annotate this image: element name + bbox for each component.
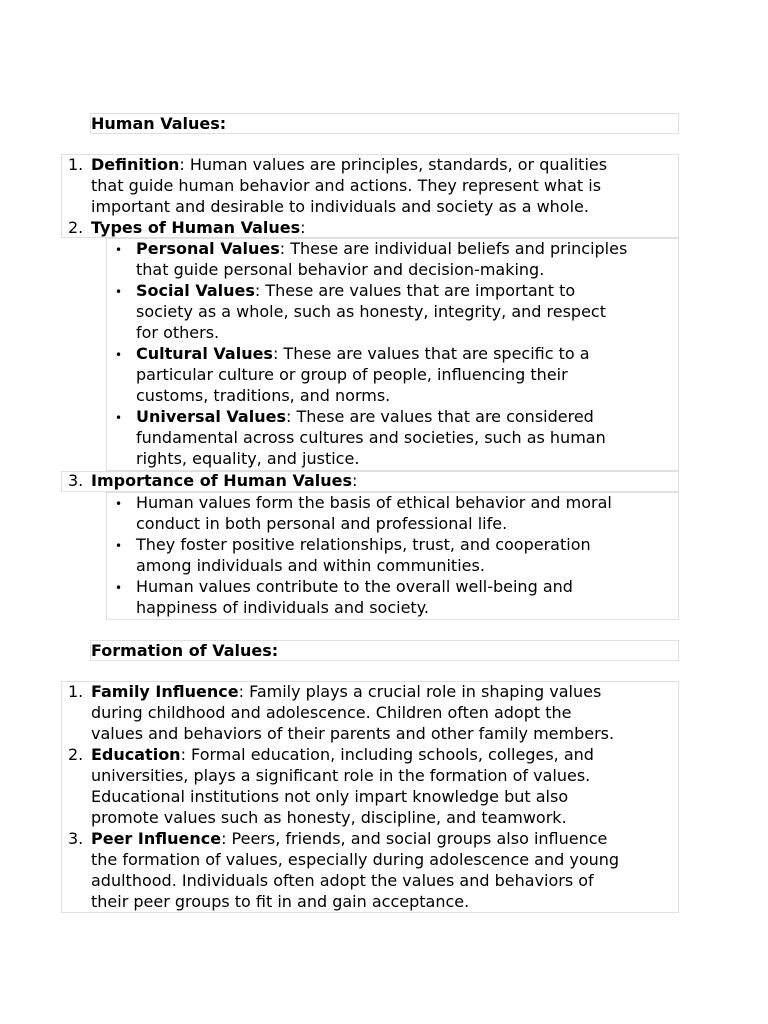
bullet-icon: •	[115, 539, 123, 553]
text: : These are values that are important to	[254, 281, 576, 300]
text: : These are values that are specific to a	[272, 344, 590, 363]
term-personal: Personal Values	[136, 239, 280, 258]
list-number: 1.	[68, 155, 84, 174]
term-universal: Universal Values	[136, 407, 286, 426]
text-line: society as a whole, such as honesty, integrity, and respect	[136, 302, 606, 321]
text-line: happiness of individuals and society.	[136, 598, 429, 617]
text: : Peers, friends, and social groups also influence	[221, 829, 608, 848]
bullet-icon: •	[115, 581, 123, 595]
bullet-item-social	[136, 280, 575, 301]
section-heading-human-values: Human Values:	[91, 114, 227, 133]
bullet-item-universal	[136, 406, 594, 427]
text-line: customs, traditions, and norms.	[136, 386, 391, 405]
text-line: rights, equality, and justice.	[136, 449, 360, 468]
bullet-icon: •	[115, 348, 123, 362]
text-line: that guide personal behavior and decision-making.	[136, 260, 545, 279]
list-item-education	[91, 744, 594, 765]
bullet-icon: •	[115, 243, 123, 257]
list-number: 3.	[68, 829, 84, 848]
list-number: 3.	[68, 471, 84, 490]
list-item-types	[91, 217, 306, 238]
text-line: conduct in both personal and professional life.	[136, 514, 508, 533]
text-line: for others.	[136, 323, 220, 342]
text-line: universities, plays a significant role in the formation of values.	[91, 766, 591, 785]
text-line: promote values such as honesty, discipline, and teamwork.	[91, 808, 567, 827]
text-line: among individuals and within communities.	[136, 556, 485, 575]
text-line: important and desirable to individuals and society as a whole.	[91, 197, 589, 216]
bullet-item-personal	[136, 238, 627, 259]
text-line: particular culture or group of people, influencing their	[136, 365, 568, 384]
text-line: adulthood. Individuals often adopt the values and behaviors of	[91, 871, 594, 890]
bullet-icon: •	[115, 411, 123, 425]
term-definition: Definition	[91, 155, 180, 174]
term-peer: Peer Influence	[91, 829, 222, 848]
list-item-definition	[91, 154, 607, 175]
text-line: fundamental across cultures and societies, such as human	[136, 428, 606, 447]
bullet-item-cultural	[136, 343, 590, 364]
bullet-icon: •	[115, 497, 123, 511]
term-social: Social Values	[136, 281, 255, 300]
list-item-peer	[91, 828, 607, 849]
text: : Human values are principles, standards, or qualities	[179, 155, 608, 174]
bullet-item: Human values form the basis of ethical behavior and moral	[136, 493, 612, 512]
term-education: Education	[91, 745, 181, 764]
list-number: 2.	[68, 218, 84, 237]
term-cultural: Cultural Values	[136, 344, 273, 363]
text: :	[352, 471, 358, 490]
text-line: during childhood and adolescence. Children often adopt the	[91, 703, 572, 722]
list-item-family	[91, 681, 601, 702]
term-types: Types of Human Values	[91, 218, 301, 237]
text: : Family plays a crucial role in shaping values	[238, 682, 602, 701]
text: : These are values that are considered	[285, 407, 594, 426]
text: : These are individual beliefs and principles	[279, 239, 628, 258]
term-family: Family Influence	[91, 682, 239, 701]
text: : Formal education, including schools, colleges, and	[180, 745, 594, 764]
text-line: their peer groups to fit in and gain acceptance.	[91, 892, 470, 911]
term-importance: Importance of Human Values	[91, 471, 352, 490]
bullet-item: They foster positive relationships, trust, and cooperation	[136, 535, 591, 554]
list-item-importance	[91, 470, 357, 491]
text-line: values and behaviors of their parents and other family members.	[91, 724, 615, 743]
text-line: that guide human behavior and actions. They represent what is	[91, 176, 602, 195]
list-number: 1.	[68, 682, 84, 701]
text-line: the formation of values, especially during adolescence and young	[91, 850, 620, 869]
bullet-item: Human values contribute to the overall well-being and	[136, 577, 573, 596]
list-number: 2.	[68, 745, 84, 764]
text-line: Educational institutions not only impart knowledge but also	[91, 787, 569, 806]
text: :	[300, 218, 306, 237]
bullet-icon: •	[115, 285, 123, 299]
section-heading-formation: Formation of Values:	[91, 641, 279, 660]
